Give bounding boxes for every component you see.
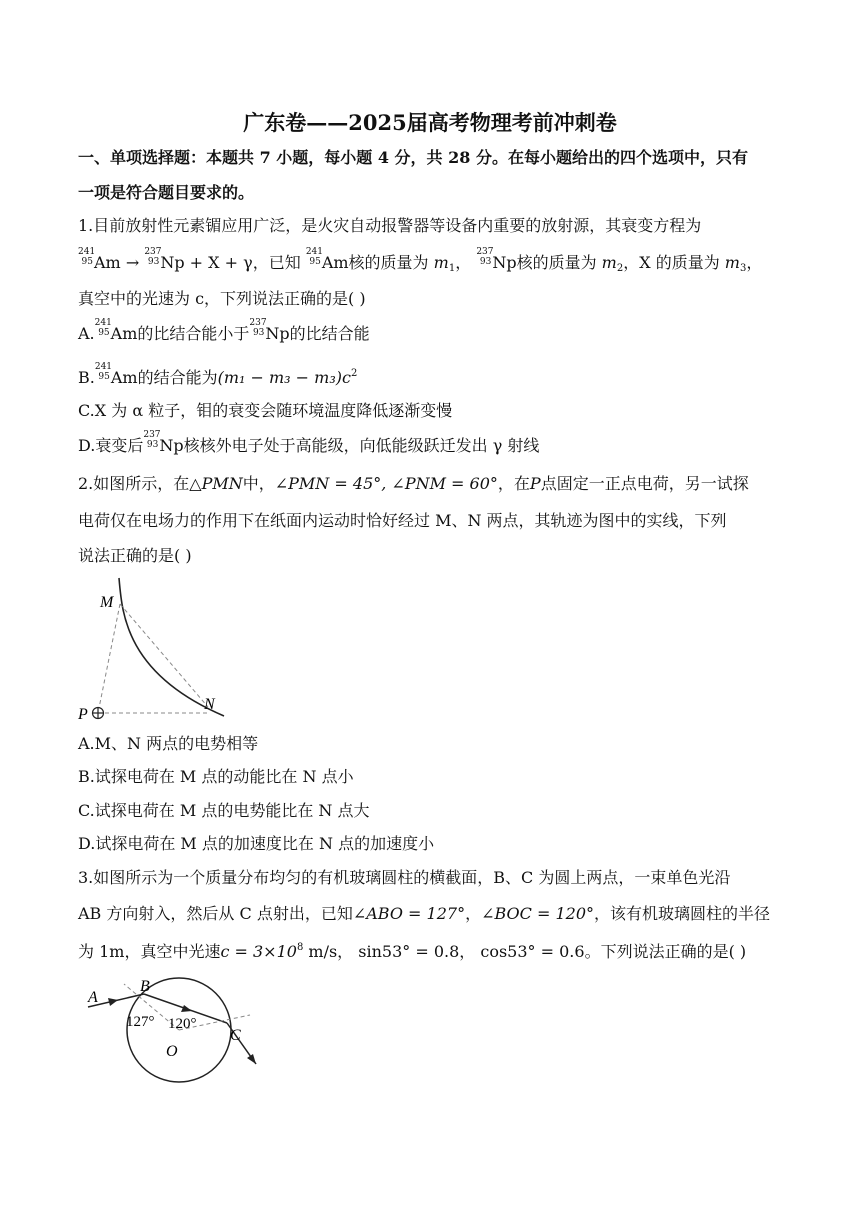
nuclide-np-3: 237 93 Np: [249, 318, 290, 343]
label-m: M: [100, 594, 114, 611]
q1-stem-line2: 241 95 Am → 237 93 Np + X + γ，已知 241 95 Am核的质量为 $m_1$， 237 93 Np核的质量为 $m_2$，X 的质量为 $m_3$，: [78, 247, 763, 274]
q1-option-a: [78, 318, 783, 344]
option-b-mid: 的结合能为: [137, 368, 218, 387]
q3-stem-a: AB 方向射入，然后从 C 点射出，已知: [78, 904, 353, 923]
cos-value: cos53° = 0.6: [480, 942, 585, 961]
nuclide-am: 241 95 Am: [78, 247, 121, 272]
q3-stem-c: ，该有机玻璃圆柱的半径: [594, 904, 771, 923]
q2-option-d: D.试探电荷在 M 点的加速度比在 N 点的加速度小: [78, 834, 435, 853]
incident-arrow-icon: [108, 998, 118, 1006]
segment-mn: [120, 604, 208, 707]
label-n: N: [204, 696, 215, 713]
page-title: 广东卷——2025届高考物理考前冲刺卷: [243, 110, 617, 135]
q2-stem-a: 2.如图所示，在△: [78, 474, 202, 493]
sin-value: sin53° = 0.8: [358, 942, 460, 961]
q2-stem-line3: 说法正确的是( ): [78, 546, 192, 565]
nuclide-np: 237 93 Np: [144, 247, 185, 272]
q1-option-d: [78, 430, 783, 456]
label-a: A: [88, 989, 98, 1006]
q1-option-b: [78, 364, 783, 388]
equation-tail: + X + γ: [189, 253, 253, 272]
section-heading-line2: 一项是符合题目要求的。: [78, 183, 255, 202]
q1-x-mass: ，X 的质量为: [623, 253, 720, 272]
q2-stem-line2: 电荷仅在电场力的作用下在纸面内运动时恰好经过 M、N 两点，其轨迹为图中的实线，下列: [78, 511, 727, 530]
mass-m3: m: [724, 253, 740, 272]
label-b: B: [140, 978, 150, 995]
segment-mp: [98, 604, 120, 713]
mass-m3-sub: 3: [739, 263, 747, 274]
q2-stem-d: 点固定一正点电荷，另一试探: [540, 474, 749, 493]
q3-stem-end: 。下列说法正确的是( ): [584, 942, 747, 961]
nuclide-am-3: 241 95 Am: [94, 318, 138, 343]
mass-m2-sub: 2: [616, 263, 624, 274]
q1-stem-line1: 1.目前放射性元素镅应用广泛，是火灾自动报警器等设备内重要的放射源，其衰变方程为: [78, 216, 702, 235]
label-angle-120: 120°: [168, 1016, 197, 1032]
q1-stem-line3: 真空中的光速为 c，下列说法正确的是( ): [78, 289, 366, 308]
q1-comma: ，: [455, 253, 472, 272]
q2-option-a: A.M、N 两点的电势相等: [78, 734, 259, 753]
q3-stem-d: 为 1m，真空中光速: [78, 942, 221, 961]
q3-stem-b: ，: [465, 904, 482, 923]
q2-stem-c: ，在: [497, 474, 530, 493]
section-heading-line1: 一、单项选择题：本题共 7 小题，每小题 4 分，共 28 分。在每小题给出的四个选项中，只有: [78, 148, 748, 167]
light-speed-unit: m/s: [303, 942, 338, 961]
emergent-arrow-icon: [247, 1054, 256, 1064]
q1-np-core: 核的质量为: [516, 253, 597, 272]
q2-option-b: B.试探电荷在 M 点的动能比在 N 点小: [78, 767, 354, 786]
q1-known: ，已知: [252, 253, 301, 272]
mass-m2: m: [601, 253, 617, 272]
triangle-name: PMN: [201, 474, 243, 493]
q3-stem-line1: 3.如图所示为一个质量分布均匀的有机玻璃圆柱的横截面，B、C 为圆上两点，一束单色光沿: [78, 868, 731, 887]
binding-energy-formula: (m₁ − m₃ − m₃)c: [217, 368, 351, 387]
q3-stem-line2: [78, 904, 783, 924]
nuclide-np-4: 237 93 Np: [143, 430, 184, 455]
label-p: P: [78, 706, 88, 723]
refracted-arrow-icon: [181, 1005, 192, 1012]
mass-m1: m: [433, 253, 449, 272]
option-d-end: 核核外电子处于高能级，向低能级跃迁发出 γ 射线: [183, 436, 540, 455]
q2-stem-line1: [78, 474, 783, 494]
nuclide-am-2: 241 95 Am: [305, 247, 349, 272]
formula-exponent: 2: [350, 368, 358, 379]
option-d-prefix: D.衰变后: [78, 436, 144, 455]
q3-figure: [82, 972, 272, 1092]
arrow-icon: →: [125, 253, 140, 272]
q2-figure: [74, 574, 244, 724]
option-a-end: 的比结合能: [289, 324, 370, 343]
q3-stem-line3: 为 1m，真空中光速$c = 3\times 10^8$ m/s， sin53° = 0.8， cos53° = 0.6。下列说法正确的是( ): [78, 942, 747, 961]
angle-boc: ∠BOC = 120°: [481, 904, 595, 923]
q1-am-core: 核的质量为: [348, 253, 429, 272]
point-p: P: [529, 474, 541, 493]
mass-m1-sub: 1: [448, 263, 456, 274]
angle-abo: ∠ABO = 127°: [352, 904, 466, 923]
angle-conditions: ∠PMN = 45°, ∠PNM = 60°: [274, 474, 498, 493]
q1-option-c: C.X 为 α 粒子，钼的衰变会随环境温度降低逐渐变慢: [78, 401, 453, 420]
option-a-mid: 的比结合能小于: [137, 324, 250, 343]
label-o: O: [166, 1043, 178, 1060]
light-speed-exponent: 8: [296, 942, 304, 953]
label-c: C: [230, 1027, 241, 1044]
option-b-prefix: B.: [78, 368, 95, 387]
q2-stem-b: 中，: [242, 474, 275, 493]
q2-option-c: C.试探电荷在 M 点的电势能比在 N 点大: [78, 801, 370, 820]
option-a-prefix: A.: [78, 324, 95, 343]
nuclide-am-4: 241 95 Am: [94, 362, 138, 387]
light-speed: c = 3×10: [220, 942, 297, 961]
label-angle-127: 127°: [126, 1014, 155, 1030]
nuclide-np-2: 237 93 Np: [476, 247, 517, 272]
